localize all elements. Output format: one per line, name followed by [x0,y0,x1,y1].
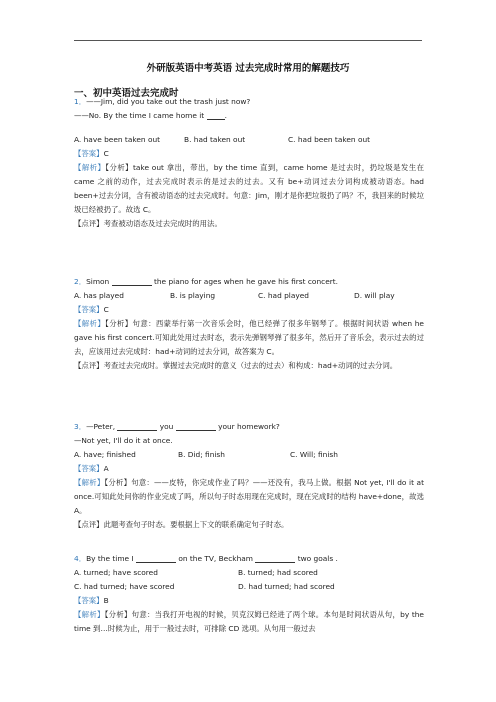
options-row [74,133,424,147]
question-1 [74,95,424,231]
header-rule [74,40,422,41]
option-c: C. had played [258,291,309,300]
answer-tag: 【答案】 [74,596,104,605]
question-number: 1． [74,97,87,106]
option-a: A. turned; have scored [74,568,158,577]
option-d: D. will play [354,291,395,300]
analysis-text: 【分析】take out 拿出，带出，by the time 直到，came home 是过去时，扔垃圾是发生在 came 之前的动作，过去完成时表示的是过去的过去。又有 be+动词过去分词构成被动语态。had been+过去分词，含有被动语态的过去完成时。句意：Jim，刚才是你把垃圾扔了吗？不，我回来的时候垃圾已经被扔了。故选 C。 [74,163,424,214]
answer-blank [255,553,295,563]
stem-tail: . [224,111,227,120]
analysis-text: 【分析】句意：当我打开电视的时候，贝克汉姆已经进了两个球。本句是时间状语从句，by the time 到…时候为止，用于一般过去时，可排除 CD 选项。从句用一般过去 [74,610,424,633]
option-b: B. had taken out [184,135,246,144]
question-2 [74,275,424,373]
comment-tag: 【点评】 [74,361,104,370]
comment-tag: 【点评】 [74,520,104,529]
analysis-tag: 【解析】 [74,163,106,172]
question-stem: the piano for ages when he gave his first concert. [153,277,339,286]
answer-value: C [103,149,109,158]
page-title: 外研版英语中考英语 过去完成时常用的解题技巧 [146,63,350,74]
answer-value: C [103,305,109,314]
answer-blank [117,421,157,431]
comment-tag: 【点评】 [74,219,104,228]
option-c: C. had turned; have scored [74,582,175,591]
question-stem: —Peter, [86,422,116,431]
analysis-tag: 【解析】 [74,478,105,487]
analysis-text: 【分析】句意：西蒙举行第一次音乐会时，他已经弹了很多年钢琴了。根据时间状语 when he gave his first concert.可知此处用过去时态，表示先弹钢琴弹了很多年，然后开了音乐会，表示过去的过去，应该用过去完成时：had+动词的过去分词，故答案为 C。 [74,319,424,356]
question-3 [74,420,424,532]
answer-blank [112,276,152,286]
comment-text: 考查过去完成时。掌握过去完成时的意义（过去的过去）和构成：had+动词的过去分词。 [103,361,398,370]
question-stem: two goals . [297,554,338,563]
options-row [74,566,424,580]
option-b: B. is playing [170,291,216,300]
analysis-tag: 【解析】 [74,319,106,328]
question-reply: —Not yet, I'll do it at once. [74,436,173,445]
option-b: B. turned; had scored [238,568,318,577]
options-row [74,289,424,303]
question-number: 4． [74,554,87,563]
section-heading: 一、初中英语过去完成时 [74,88,179,99]
answer-blank [176,421,216,431]
question-stem: ——Jim, did you take out the trash just now? [86,97,251,106]
option-c: C. Will; finish [290,450,338,459]
option-a: A. have; finished [74,450,136,459]
answer-value: B [103,596,109,605]
options-row [74,448,424,462]
answer-tag: 【答案】 [74,305,104,314]
question-number: 3． [74,422,87,431]
question-stem: you [159,422,174,431]
question-stem: By the time I [86,554,134,563]
option-a: A. has played [74,291,124,300]
question-4 [74,552,424,636]
option-c: C. had been taken out [288,135,371,144]
comment-text: 此题考查句子时态。要根据上下文的联系确定句子时态。 [103,520,289,529]
answer-tag: 【答案】 [74,149,104,158]
question-stem: ——No. By the time I came home it [74,111,205,120]
question-number: 2． [74,277,87,286]
options-row [74,580,424,594]
answer-value: A [103,464,109,473]
answer-blank [136,553,176,563]
option-a: A. have been taken out [74,135,161,144]
analysis-tag: 【解析】 [74,610,105,619]
analysis-text: 【分析】句意：——皮特，你完成作业了吗？——还没有，我马上做。根据 Not yet, I'll do it at once.可知此处问你的作业完成了吗，所以句子时态用现在完成时，现在完成时的结构 have+done，故选 A。 [74,478,424,515]
option-d: D. had turned; had scored [238,582,335,591]
comment-text: 考查被动语态及过去完成时的用法。 [103,219,222,228]
question-stem: Simon [86,277,110,286]
option-b: B. Did; finish [178,450,225,459]
question-stem: on the TV, Beckham [178,554,253,563]
question-stem: your homework? [218,422,280,431]
answer-tag: 【答案】 [74,464,104,473]
answer-blank [207,110,225,120]
